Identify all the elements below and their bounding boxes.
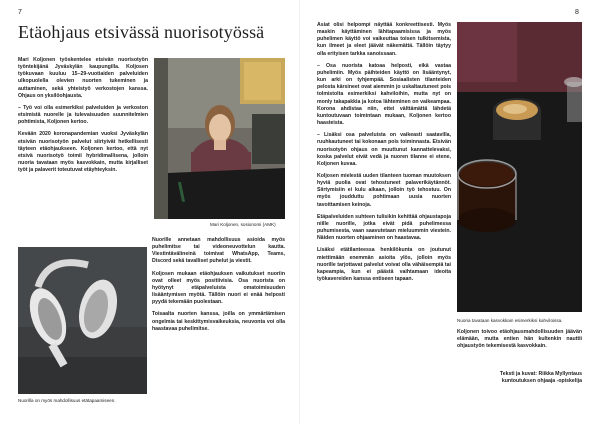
portrait-caption: Mari Koljonen, sosionomi (AMK): [210, 222, 276, 227]
column-4: [457, 329, 582, 355]
paragraph: Etäpalveluiden suhteen tulisikin kehittää ohjaustapoja niille nuorille, jotka eivät pidä puhelimessa puhumisesta, vaan saavutetaan mieluummin viestein. Näiden nuorten ohjaaminen on haastavaa.: [317, 213, 451, 242]
photo-credits: [457, 371, 582, 385]
paragraph: Lisäksi etätilanteessa henkilökunta on joutunut miettimään enemmän asioita ylös, jolloin myös nuorille tarjottavat palvelut voivat olla vähäisempiä tai kapeampia, kun ei päästä vaihtamaan ideoita työkavereiden kanssa entiseen tapaan.: [317, 247, 451, 282]
credits-line-2: kuntoutuksen ohjaaja -opiskelija: [501, 378, 582, 385]
column-3: [317, 22, 451, 288]
coffee-photo: [457, 22, 582, 312]
article-title: Etäohjaus etsivässä nuorisotyössä: [18, 22, 265, 42]
credits-line-1: Teksti ja kuvat: Riikka Myllyntaus: [499, 371, 582, 377]
column-2: [152, 237, 285, 338]
paragraph: Koljosen mielestä uuden tilanteen tuoman muutoksen hyviä puolia ovat tehostuneet palaverikäytännöt. Siirtymisiin ei kulu aikaan, jolloin työ tehostuu. On myös joudduttu pohtimaan uusia nuorten tavoittamisen keinoja.: [317, 172, 451, 208]
paragraph: Toisaalta nuorten kanssa, joilla on ymmärtämisen ongelmia tai keskittymisvaikeuksia, neuvonta voi olla haastavaa puhelimitse.: [152, 311, 285, 332]
headset-photo: [18, 247, 147, 394]
paragraph: – Osa nuorista katoaa helposti, eikä vastaa puhelimiin. Myös päihteiden käyttö on lisääntynyt, kun arki on tyhjempää. Sosiaalisten tilanteiden pelosta kärsineet ovat aiemmin jo uskaltautuneet pois tolmistolta esimerkiksi kahviloihin, mutta nyt on monly takapakkia ja kotoa lähteminen on vaikeampaa. Korona ahdistaa niin, ettei välttämättä lähdetä kuntoutuvaan toimintaan mukaan, Koljonen kertoo haasteista.: [317, 62, 451, 127]
paragraph: Asiat olisi helpompi näyttää konkreettisesti. Myös maskin käyttäminen lähitapaamisissa ja myös puhelimen käyttö voi vaikeuttaa toisen tulkitsemista, kun ilmeet ja eleet jäävät näkemättä. Tällöin täytyy olla erityisen tarkka sanoissaan.: [317, 22, 451, 57]
paragraph: Koljosen mukaan etäohjauksen vaikutukset nuoriin ovat olleet myös positiivisia. Osa nuorista on hyötynyt etäpalveluista omatoimisuuden lisääntymisen myötä. Tällöin nuori ei enää helposti pyydä tekemään puolestaan.: [152, 270, 285, 306]
page-number-right: 8: [575, 9, 579, 16]
page-number-left: 7: [18, 9, 22, 16]
paragraph: – Lisäksi osa palveluista on vaikeasti saatavilla, ruuhkautuneet tai kokonaan pois toiminnasta. Etsivän nuorisotyön ohjaus on muuttunut kannattelevaksi, koska palvelut eivät vedä ja nuoren tilanne ei etene, Koljonen kuvaa.: [317, 132, 451, 167]
headset-caption: Nuorilla on myös mahdollisuus etätapaamiseen.: [18, 398, 116, 403]
paragraph: Nuorille annetaan mahdollisuus asioida myös puhelimitse tai videoneuvottelun kautta. Viestintävälineinä toimivat WhatsApp, Teams, Discord sekä tavalliset puhelut ja viestit.: [152, 237, 285, 265]
paragraph: Mari Koljonen työskentelee etsivän nuorisotyön työntekijänä Jyväskylän kaupungilla. Koljosen työkuvaan kuuluu 15–29-vuotiaiden palveluiden ulkopuolella olevien nuorten tukeminen ja auttaminen, sekä yhteistyö verkostojen kanssa. Ohjaus on yksilöohjausta.: [18, 57, 148, 99]
portrait-photo: [154, 58, 285, 219]
page-gutter: [299, 0, 300, 424]
paragraph: – Työ voi olla esimerkiksi palveluiden ja verkoston etsimistä nuorelle ja tulevaisuuden suunnitelmien pohtimista, Koljonen kertoo.: [18, 104, 148, 126]
coffee-caption: Nuoria tavataan kasvokkain esimerkiksi kahviloissa.: [457, 318, 563, 323]
paragraph: Kevään 2020 koronapandemian vuoksi Jyväskylän etsivän nuorisotyön palvelut siirtyivät hetkellisesti täyteen etäohjaukseen. Koljonen kertoo, että nyt etsivä nuorisotyö toimii hybridimallisena, jolloin nuoria tavataan myös kasvokkain, mutta kirjalliset työt ja palaverit toteutuvat etäyhteyksin.: [18, 131, 148, 174]
paragraph: Koljonen toivoo etäohjausmahdollisuuden jäävän elämään, mutta entien hän kultenkin nauttii ohjaustyön tekemisestä kasvokkain.: [457, 329, 582, 350]
column-1: [18, 57, 148, 179]
